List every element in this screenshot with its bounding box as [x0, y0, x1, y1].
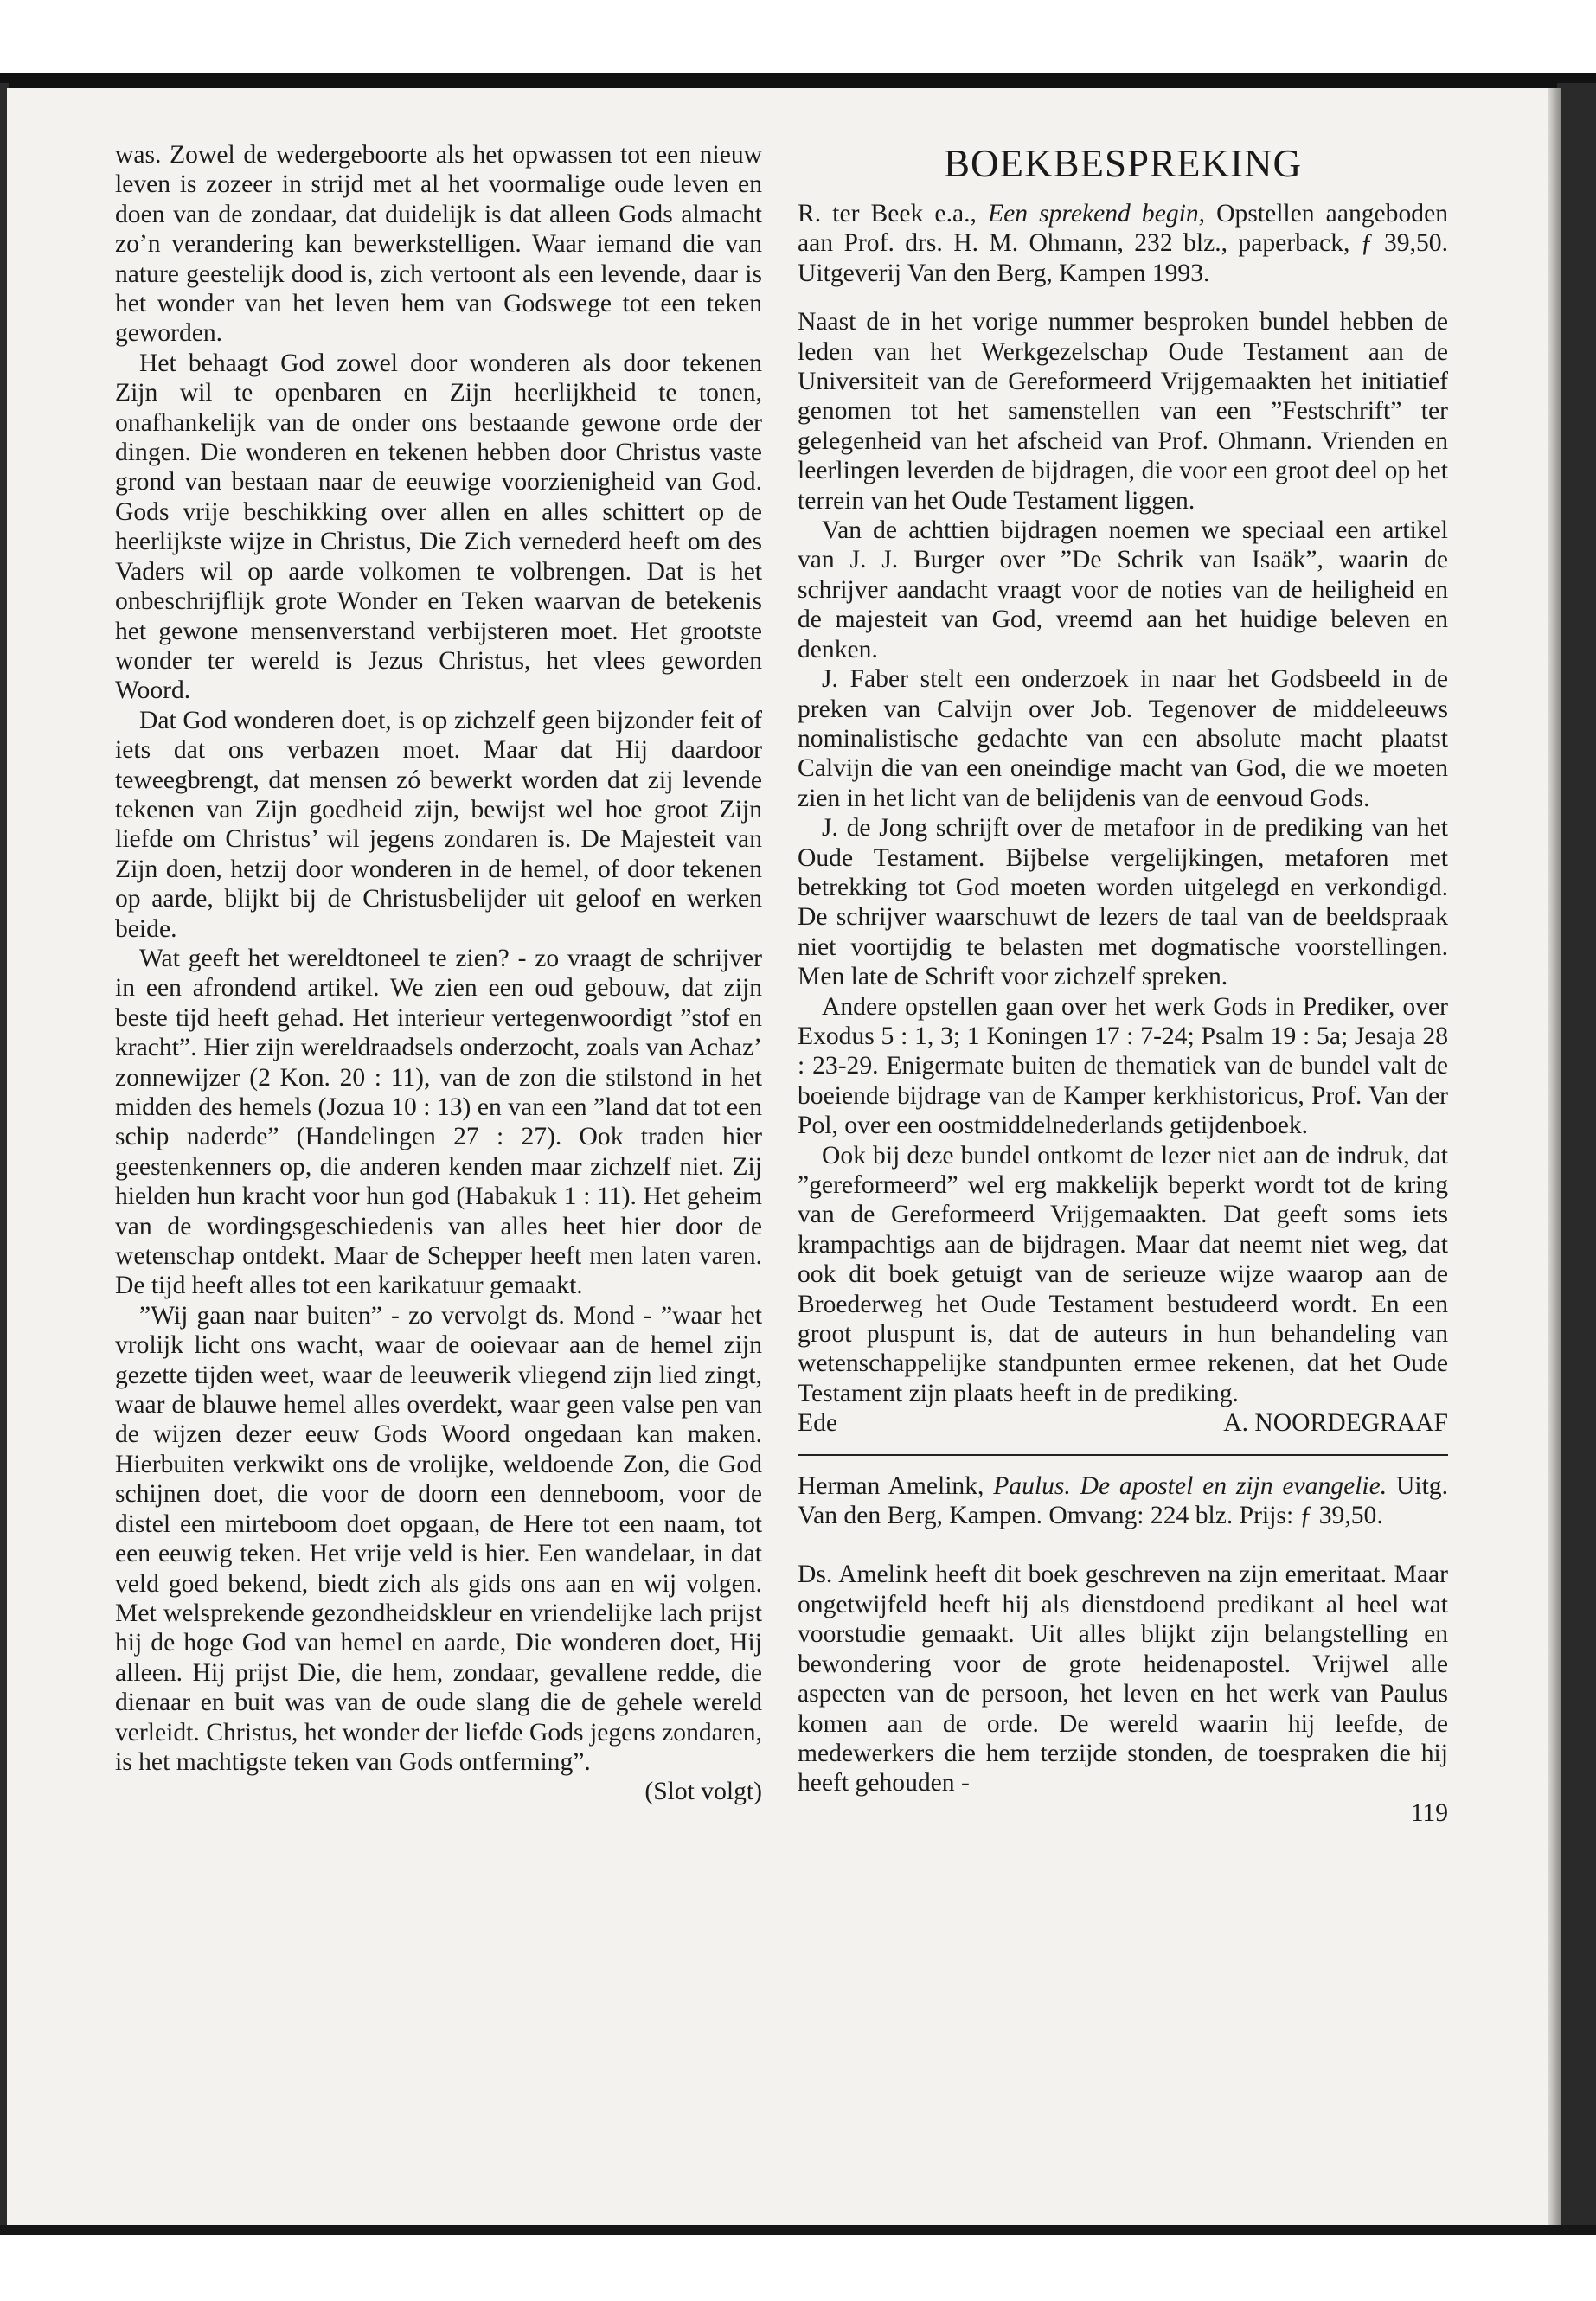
review-2-author: Herman Amelink,: [798, 1471, 994, 1500]
review-1-book-title: Een sprekend begin,: [988, 200, 1206, 228]
signature-name: A. NOORDEGRAAF: [1223, 1409, 1448, 1438]
section-heading: BOEKBESPREKING: [943, 142, 1303, 185]
left-paragraph-4: Wat geeft het wereldtoneel te zien? - zo vraagt de schrijver in een afrondend artikel. We zien een oud gebouw, dat zijn beste tijd heeft gehad. Het interieur vertegenwoordigt ”stof en kracht”. Hier zijn wereldraadsels onderzocht, zoals van Achaz’ zonnewijzer (2 Kon. 20 : 11), van de zon die stilstond in het midden des hemels (Jozua 10 : 13) en van een ”land dat tot een schip naderde” (Handelingen 27 : 27). Ook traden hier geestenkenners op, die anderen kenden maar zichzelf niet. Zij hielden hun kracht voor hun god (Habakuk 1 : 11). Het geheim van de wordingsgeschiedenis van alles heet hier door de wetenschap ontdekt. Maar de Schepper heeft men laten varen. De tijd heeft alles tot een karikatuur gemaakt.: [115, 944, 762, 1300]
review-1-author: R. ter Beek e.a.,: [798, 200, 988, 228]
review-2-book-title: Paulus. De apostel en zijn evangelie.: [993, 1471, 1388, 1500]
slot-volgt: (Slot volgt): [644, 1778, 762, 1806]
review-1-paragraph-4: J. de Jong schrijft over de metafoor in de prediking van het Oude Testament. Bijbelse vergelijkingen, metaforen met betrekking tot God moeten worden uitgelegd en verkondigd. De schrijver waarschuwt de lezers de taal van de beeldspraak niet voortijdig te belasten met dogmatische voorstellingen. Men late de Schrift voor zichzelf spreken.: [798, 814, 1448, 991]
review-1-paragraph-5: Andere opstellen gaan over het werk Gods in Prediker, over Exodus 5 : 1, 3; 1 Koningen 17 : 7-24; Psalm 19 : 5a; Jesaja 28 : 23-29. Enigermate buiten de thematiek van de bundel valt de boeiende bijdrage van de Kamper kerkhistoricus, Prof. Van der Pol, over een oostmiddelnederlands getijdenboek.: [798, 992, 1448, 1140]
review-1-signature: [798, 1408, 1448, 1438]
scan-bottom-border: [0, 2225, 1596, 2235]
review-1-reference: [798, 199, 1448, 288]
scan-bottom-margin: [0, 2225, 1596, 2301]
review-1-details: Opstellen aangeboden aan Prof. drs. H. M. Ohmann, 232 blz., paperback, ƒ 39,50. Uitgeverij Van den Berg, Kampen 1993.: [798, 200, 1449, 287]
review-1-paragraph-6: Ook bij deze bundel ontkomt de lezer niet aan de indruk, dat ”gereformeerd” wel erg makkelijk beperkt wordt tot de kring van de Gereformeerd Vrijgemaakten. Dat geeft soms iets krampachtigs aan de bijdragen. Maar dat neemt niet weg, dat ook dit boek getuigt van de serieuze wijze waarop aan de Broederweg het Oude Testament bestudeerd wordt. En een groot pluspunt is, dat de auteurs in hun behandeling van wetenschappelijke standpunten ermee rekenen, dat het Oude Testament zijn plaats heeft in de prediking.: [798, 1141, 1448, 1407]
review-1-paragraph-1: Naast de in het vorige nummer besproken bundel hebben de leden van het Werkgezelschap Oude Testament aan de Universiteit van de Gereformeerd Vrijgemaakten het initiatief genomen tot het samenstellen van een ”Festschrift” ter gelegenheid van het afscheid van Prof. Ohmann. Vrienden en leerlingen leverden de bijdragen, die voor een groot deel op het terrein van het Oude Testament liggen.: [798, 308, 1448, 515]
left-paragraph-5: ”Wij gaan naar buiten” - zo vervolgt ds. Mond - ”waar het vrolijk licht ons wacht, waar de ooievaar aan de hemel zijn gezette tijden weet, waar de leeuwerik vliegend zijn lied zingt, waar de blauwe hemel alles overdekt, waar geen valse pen van de wijzen dezer eeuw Gods Woord ongedaan kan maken. Hierbuiten verkwikt ons de vrolijke, weldoende Zon, die God schijnen doet, die voor de doorn een denneboom, voor de distel een mirteboom doet opgaan, de Here tot een naam, tot een eeuwig teken. Het vrije veld is hier. Een wandelaar, in dat veld goed bekend, biedt zich als gids ons aan en wij volgen. Met welsprekende gezondheidskleur en vriendelijke lach prijst hij de hoge God van hemel en aarde, Die wonderen doet, Hij alleen. Hij prijst Die, die hem, zondaar, gevallene redde, die dienaar en buit was van de oude slang die de gehele wereld verleidt. Christus, het wonder der liefde Gods jegens zondaren, is het machtigste teken van Gods ontferming”.: [115, 1301, 762, 1776]
scan-top-margin: [0, 0, 1596, 76]
left-paragraph-2: Het behaagt God zowel door wonderen als door tekenen Zijn wil te openbaren en Zijn heerlijkheid te tonen, onafhankelijk van de onder ons bestaande gewone orde der dingen. Die wonderen en tekenen hebben door Christus vaste grond van bestaan naar de eeuwige voorzienigheid van God. Gods vrije beschikking over allen en alles schittert op de heerlijkste wijze in Christus, Die Zich vernederd heeft om des Vaders wil op aarde volkomen te volbrengen. Dat is het onbeschrijflijk grote Wonder en Teken waarvan de betekenis het gewone mensenverstand verbijsteren moet. Het grootste wonder ter wereld is Jezus Christus, het vlees geworden Woord.: [115, 349, 762, 705]
scan-right-border: [1557, 83, 1596, 2228]
left-paragraph-1: was. Zowel de wedergeboorte als het opwassen tot een nieuw leven is zozeer in strijd met al het voormalige oude leven en doen van de zondaar, dat duidelijk is dat alleen Gods almacht zo’n verandering kan bewerkstelligen. Waar iemand die van nature geestelijk dood is, zich vertoont als een levende, daar is het wonder van het leven hem van Godswege tot een teken geworden.: [115, 141, 762, 348]
page-edge-shadow: [1548, 88, 1561, 2227]
left-paragraph-3: Dat God wonderen doet, is op zichzelf geen bijzonder feit of iets dat ons verbazen moet. Maar dat Hij daardoor teweegbrengt, dat mensen zó bewerkt worden dat zij levende tekenen van Zijn goedheid zijn, bewijst wel hoe groot Zijn liefde om Christus’ wil jegens zondaren is. De Majesteit van Zijn doen, hetzij door wonderen in de hemel, of door tekenen op aarde, blijkt bij de Christusbelijder uit geloof en werken beide.: [115, 706, 762, 943]
page-number: 119: [1410, 1798, 1448, 1827]
right-column: [798, 140, 1448, 1828]
signature-place: Ede: [798, 1409, 838, 1438]
review-2-paragraph-1: Ds. Amelink heeft dit boek geschreven na zijn emeritaat. Maar ongetwijfeld heeft hij als dienstdoend predikant al heel wat voorstudie gemaakt. Uit alles blijkt zijn belangstelling en bewondering voor de grote heidenapostel. Vrijwel alle aspecten van de persoon, het leven en het werk van Paulus komen aan de orde. De wereld waarin hij leefde, de medewerkers die hem terzijde stonden, de toespraken die hij heeft gehouden -: [798, 1561, 1448, 1798]
left-column: [115, 140, 762, 1807]
review-2-reference: [798, 1471, 1448, 1531]
review-2-details: Uitg. Van den Berg, Kampen. Omvang: 224 blz. Prijs: ƒ 39,50.: [798, 1471, 1448, 1530]
review-1-paragraph-3: J. Faber stelt een onderzoek in naar het Godsbeeld in de preken van Calvijn over Job. Tegenover de middeleeuws nominalistische gedachte van een absolute macht plaatst Calvijn die van een oneindige macht van God, die we moeten zien in het licht van de belijdenis van de eenvoud Gods.: [798, 665, 1448, 812]
review-separator: [798, 1454, 1448, 1456]
review-1-paragraph-2: Van de achttien bijdragen noemen we speciaal een artikel van J. J. Burger over ”De Schrik van Isaäk”, waarin de schrijver aandacht vraagt voor de noties van de heiligheid en de majesteit van God, vreemd aan het huidige beleven en denken.: [798, 516, 1448, 663]
